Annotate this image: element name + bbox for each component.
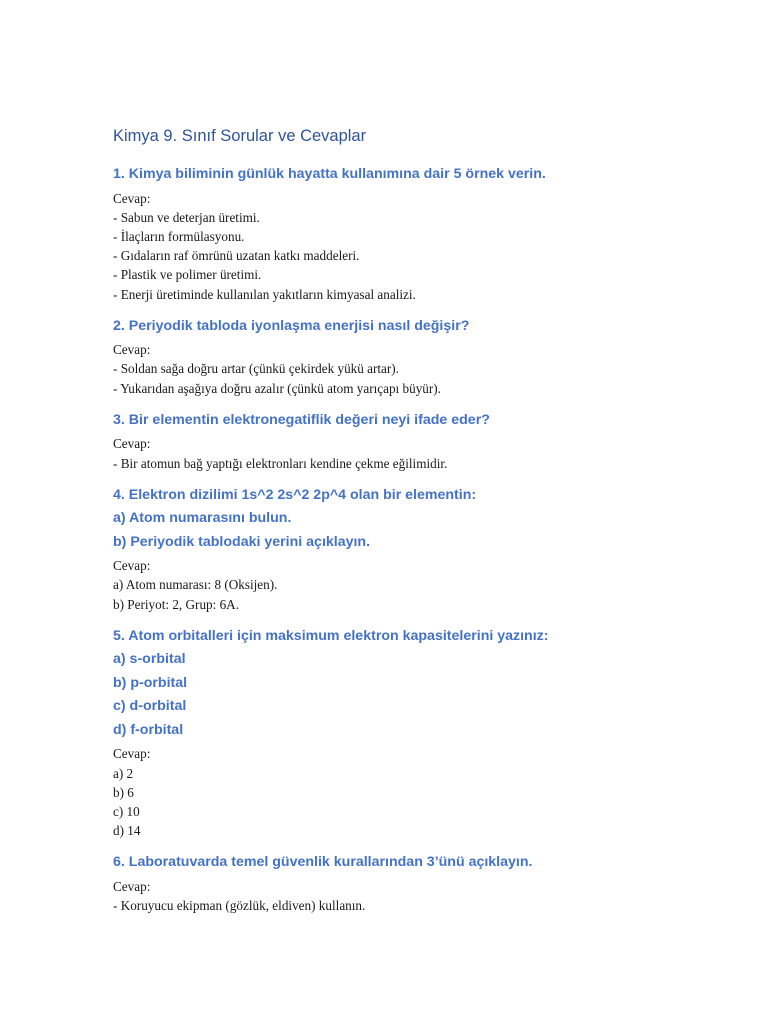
question-subpart: c) d-orbital	[113, 698, 187, 715]
answer-label: Cevap:	[113, 878, 151, 894]
question-block	[113, 851, 713, 915]
question-block	[113, 409, 713, 473]
answer-line: - Soldan sağa doğru artar (çünkü çekirdek yükü artar).	[113, 361, 399, 377]
question-subpart: a) Atom numarasını bulun.	[113, 510, 292, 527]
answer-line: - Yukarıdan aşağıya doğru azalır (çünkü atom yarıçapı büyür).	[113, 380, 441, 396]
answer-label: Cevap:	[113, 190, 151, 206]
answer-line: b) 6	[113, 784, 134, 800]
question-block	[113, 484, 713, 614]
question-subpart: a) s-orbital	[113, 651, 186, 668]
answer-label: Cevap:	[113, 558, 151, 574]
answer-line: - Koruyucu ekipman (gözlük, eldiven) kullanın.	[113, 898, 366, 914]
question-heading: 5. Atom orbitalleri için maksimum elektron kapasitelerini yazınız:	[113, 627, 549, 644]
answer-label: Cevap:	[113, 436, 151, 452]
question-block	[113, 163, 713, 304]
answer-line: - İlaçların formülasyonu.	[113, 228, 245, 244]
answer-line: d) 14	[113, 823, 141, 839]
question-subpart: b) Periyodik tablodaki yerini açıklayın.	[113, 533, 371, 550]
question-heading: 2. Periyodik tabloda iyonlaşma enerjisi nasıl değişir?	[113, 317, 470, 334]
question-subpart: b) p-orbital	[113, 674, 188, 691]
answer-line: - Gıdaların raf ömrünü uzatan katkı maddeleri.	[113, 248, 360, 264]
question-list	[113, 163, 713, 915]
answer-line: c) 10	[113, 803, 140, 819]
question-block	[113, 315, 713, 398]
answer-line: - Bir atomun bağ yaptığı elektronları kendine çekme eğilimidir.	[113, 455, 448, 471]
document-title: Kimya 9. Sınıf Sorular ve Cevaplar	[113, 127, 367, 145]
question-block	[113, 625, 713, 841]
answer-line: - Sabun ve deterjan üretimi.	[113, 209, 260, 225]
answer-line: - Enerji üretiminde kullanılan yakıtların kimyasal analizi.	[113, 286, 416, 302]
answer-label: Cevap:	[113, 342, 151, 358]
question-heading: 4. Elektron dizilimi 1s^2 2s^2 2p^4 olan bir elementin:	[113, 486, 477, 503]
answer-line: - Plastik ve polimer üretimi.	[113, 267, 262, 283]
document-content	[113, 124, 713, 926]
answer-label: Cevap:	[113, 746, 151, 762]
question-subpart: d) f-orbital	[113, 721, 184, 738]
question-heading: 3. Bir elementin elektronegatiflik değeri neyi ifade eder?	[113, 411, 490, 428]
question-heading: 6. Laboratuvarda temel güvenlik kurallarından 3’ünü açıklayın.	[113, 854, 533, 871]
question-heading: 1. Kimya biliminin günlük hayatta kullanımına dair 5 örnek verin.	[113, 166, 546, 182]
answer-line: a) 2	[113, 765, 134, 781]
answer-line: b) Periyot: 2, Grup: 6A.	[113, 596, 240, 612]
answer-line: a) Atom numarası: 8 (Oksijen).	[113, 577, 278, 593]
